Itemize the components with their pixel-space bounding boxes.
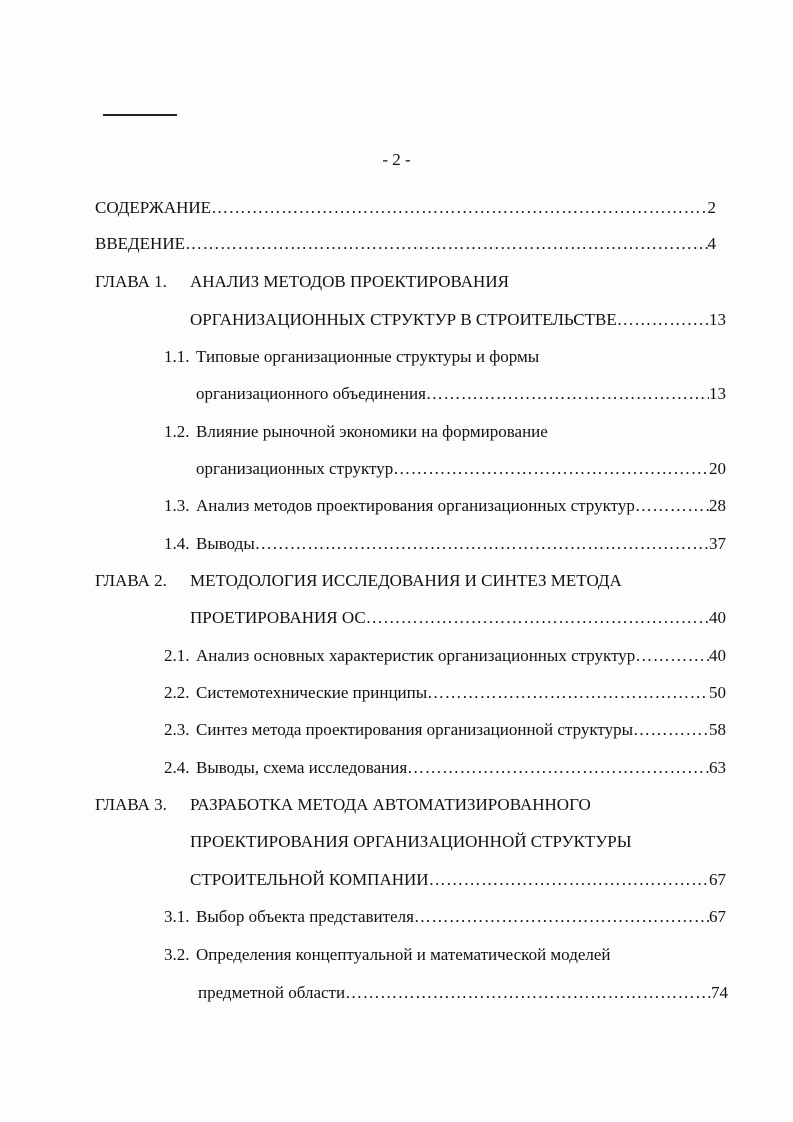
toc-entry-label: СОДЕРЖАНИЕ <box>95 198 212 217</box>
toc-entry-label: ВВЕДЕНИЕ <box>95 234 185 253</box>
section-1-4 <box>164 534 726 554</box>
section-3-2-end <box>198 983 728 1003</box>
chapter-2-title-end <box>190 608 726 628</box>
section-title: Анализ методов проектирования организационных структур <box>196 496 635 515</box>
section-1-2-end <box>196 459 726 479</box>
section-title: Влияние рыночной экономики на формирование <box>196 422 548 441</box>
toc-page-number: 67 <box>709 870 726 889</box>
section-title: Выводы <box>196 534 255 553</box>
toc-page-number: 67 <box>709 907 726 926</box>
chapter-title-line: РАЗРАБОТКА МЕТОДА АВТОМАТИЗИРОВАННОГО <box>190 795 591 814</box>
section-number: 3.2. <box>164 945 190 964</box>
section-2-3 <box>164 720 726 740</box>
toc-page-number: 4 <box>707 234 716 253</box>
section-title: Выбор объекта представителя <box>196 907 414 926</box>
leader-dots <box>426 384 709 404</box>
section-number: 3.1. <box>164 907 190 926</box>
section-3-2 <box>164 945 611 965</box>
section-number: 1.2. <box>164 422 190 441</box>
section-1-3 <box>164 496 726 516</box>
toc-page-number: 37 <box>709 534 726 553</box>
chapter-title-line: СТРОИТЕЛЬНОЙ КОМПАНИИ <box>190 870 429 889</box>
section-number: 2.2. <box>164 683 190 702</box>
leader-dots <box>633 720 709 740</box>
toc-page-number: 13 <box>709 384 726 403</box>
section-number: 2.3. <box>164 720 190 739</box>
leader-dots <box>635 496 709 516</box>
section-title: Выводы, схема исследования <box>196 758 408 777</box>
toc-page-number: 28 <box>709 496 726 515</box>
section-title: Определения концептуальной и математической моделей <box>196 945 611 964</box>
leader-dots <box>429 870 709 890</box>
leader-dots <box>345 983 711 1003</box>
section-2-4 <box>164 758 726 778</box>
section-title: Анализ основных характеристик организационных структур <box>196 646 636 665</box>
section-2-2 <box>164 683 726 703</box>
section-number: 2.4. <box>164 758 190 777</box>
chapter-title-line: ПРОЕТИРОВАНИЯ ОС <box>190 608 366 627</box>
toc-page-number: 13 <box>709 310 726 329</box>
section-number: 2.1. <box>164 646 190 665</box>
chapter-3-title-end <box>190 870 726 890</box>
chapter-3-heading <box>95 795 591 815</box>
scan-artifact-line <box>103 114 177 116</box>
toc-page-number: 74 <box>711 983 728 1002</box>
leader-dots <box>255 534 709 554</box>
section-title: предметной области <box>198 983 346 1002</box>
toc-page-number: 63 <box>709 758 726 777</box>
page-number: - 2 - <box>382 150 411 169</box>
section-title: Синтез метода проектирования организационной структуры <box>196 720 634 739</box>
chapter-number: ГЛАВА 2. <box>95 571 167 590</box>
section-1-1 <box>164 347 539 367</box>
section-title: организационного объединения <box>196 384 426 403</box>
section-number: 1.4. <box>164 534 190 553</box>
leader-dots <box>185 234 708 254</box>
leader-dots <box>393 459 709 479</box>
leader-dots <box>427 683 709 703</box>
leader-dots <box>366 608 709 628</box>
chapter-1-title-end <box>190 310 726 330</box>
leader-dots <box>211 198 707 218</box>
chapter-title-line: ОРГАНИЗАЦИОННЫХ СТРУКТУР В СТРОИТЕЛЬСТВЕ <box>190 310 617 329</box>
chapter-3-title-line-2: ПРОЕКТИРОВАНИЯ ОРГАНИЗАЦИОННОЙ СТРУКТУРЫ <box>190 832 632 851</box>
toc-page-number: 20 <box>709 459 726 478</box>
chapter-1-heading <box>95 272 509 292</box>
toc-page-number: 58 <box>709 720 726 739</box>
toc-page-number: 40 <box>709 608 726 627</box>
leader-dots <box>414 907 709 927</box>
section-number: 1.3. <box>164 496 190 515</box>
toc-entry-contents <box>95 198 716 218</box>
toc-page-number: 40 <box>709 646 726 665</box>
section-3-1 <box>164 907 726 927</box>
section-title: Типовые организационные структуры и формы <box>196 347 540 366</box>
section-2-1 <box>164 646 726 666</box>
section-1-2 <box>164 422 548 442</box>
chapter-title-line: АНАЛИЗ МЕТОДОВ ПРОЕКТИРОВАНИЯ <box>190 272 509 291</box>
toc-entry-intro <box>95 234 716 254</box>
section-1-1-end <box>196 384 726 404</box>
toc-page-number: 2 <box>707 198 716 217</box>
leader-dots <box>617 310 709 330</box>
chapter-2-heading <box>95 571 622 591</box>
leader-dots <box>407 758 709 778</box>
section-title: Системотехнические принципы <box>196 683 428 702</box>
chapter-number: ГЛАВА 3. <box>95 795 167 814</box>
section-number: 1.1. <box>164 347 190 366</box>
chapter-number: ГЛАВА 1. <box>95 272 167 291</box>
section-title: организационных структур <box>196 459 394 478</box>
toc-page-number: 50 <box>709 683 726 702</box>
chapter-title-line: МЕТОДОЛОГИЯ ИССЛЕДОВАНИЯ И СИНТЕЗ МЕТОДА <box>190 571 622 590</box>
leader-dots <box>635 646 709 666</box>
